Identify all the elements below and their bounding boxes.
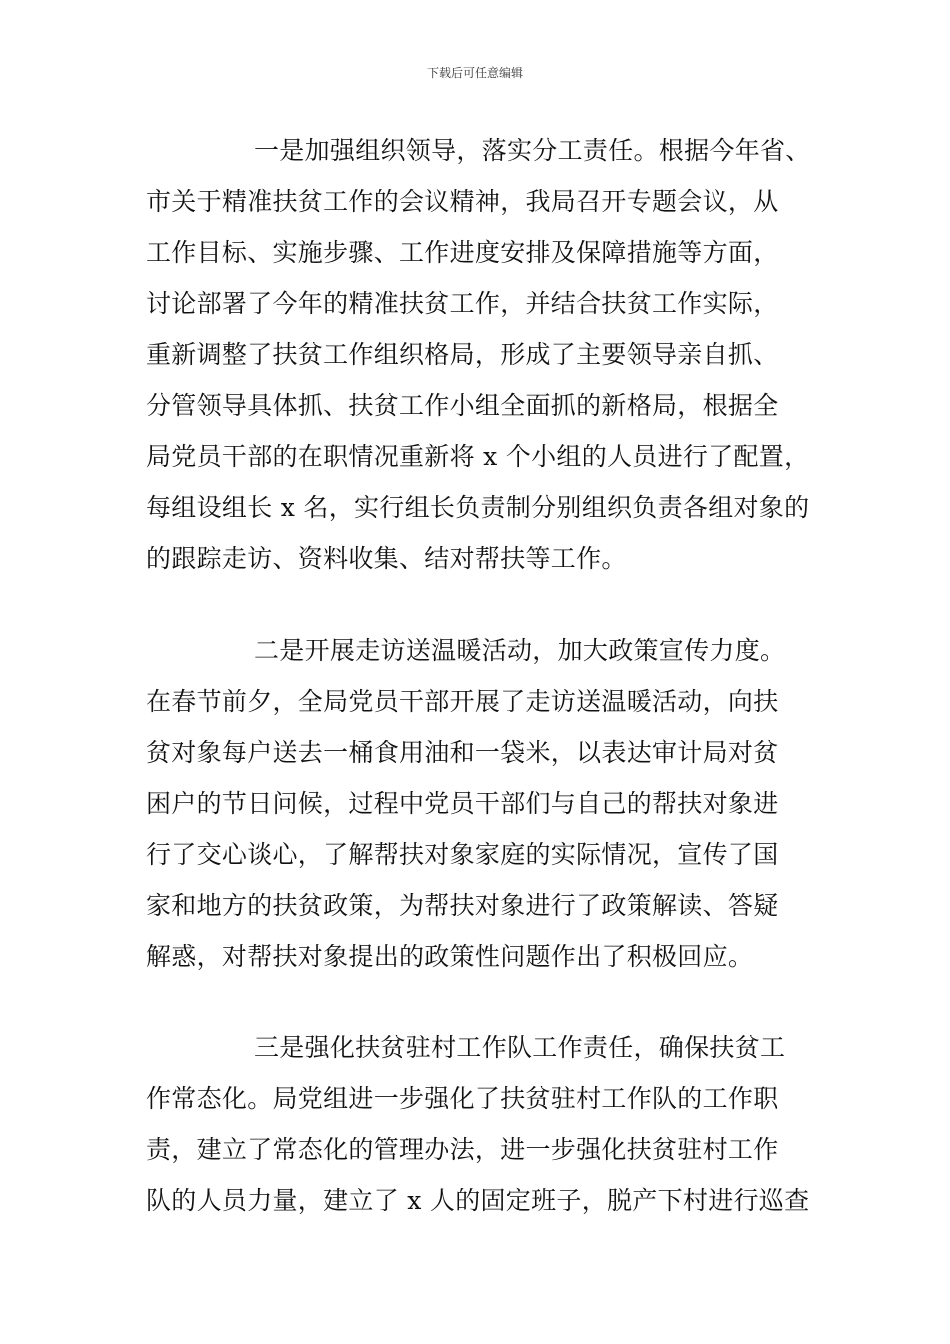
text-line: 讨论部署了今年的精准扶贫工作，并结合扶贫工作实际， <box>146 289 779 318</box>
text-line: 贫对象每户送去一桶食用油和一袋米，以表达审计局对贫 <box>146 738 779 767</box>
text-line: 行了交心谈心，了解帮扶对象家庭的实际情况，宣传了国 <box>146 840 779 869</box>
text-line: 分管领导具体抓、扶贫工作小组全面抓的新格局，根据全 <box>146 391 779 420</box>
text-line: 家和地方的扶贫政策，为帮扶对象进行了政策解读、答疑 <box>146 891 779 920</box>
page-header-note: 下载后可任意编辑 <box>426 66 523 80</box>
text-line: 工作目标、实施步骤、工作进度安排及保障措施等方面， <box>146 238 779 267</box>
text-line: 作常态化。局党组进一步强化了扶贫驻村工作队的工作职 <box>146 1084 779 1113</box>
paragraph-village-work-team <box>146 1033 826 1237</box>
text-line: 的跟踪走访、资料收集、结对帮扶等工作。 <box>146 544 627 573</box>
paragraph-organization-leadership <box>146 136 826 595</box>
text-line: 重新调整了扶贫工作组织格局，形成了主要领导亲自抓、 <box>146 340 779 369</box>
text-line: 每组设组长 x 名，实行组长负责制分别组织负责各组对象的 <box>146 493 810 522</box>
text-line: 责，建立了常态化的管理办法，进一步强化扶贫驻村工作 <box>146 1135 779 1164</box>
text-line: 解惑，对帮扶对象提出的政策性问题作出了积极回应。 <box>146 942 754 971</box>
text-line: 二是开展走访送温暖活动，加大政策宣传力度。 <box>254 636 786 665</box>
paragraph-visits-policy <box>146 636 826 993</box>
text-line: 在春节前夕，全局党员干部开展了走访送温暖活动，向扶 <box>146 687 779 716</box>
text-line: 局党员干部的在职情况重新将 x 个小组的人员进行了配置， <box>146 442 810 471</box>
text-line: 市关于精准扶贫工作的会议精神，我局召开专题会议，从 <box>146 187 779 216</box>
text-line: 困户的节日问候，过程中党员干部们与自己的帮扶对象进 <box>146 789 779 818</box>
text-line: 队的人员力量，建立了 x 人的固定班子，脱产下村进行巡查 <box>146 1186 810 1215</box>
text-line: 一是加强组织领导，落实分工责任。根据今年省、 <box>254 136 811 165</box>
text-line: 三是强化扶贫驻村工作队工作责任，确保扶贫工 <box>254 1033 786 1062</box>
